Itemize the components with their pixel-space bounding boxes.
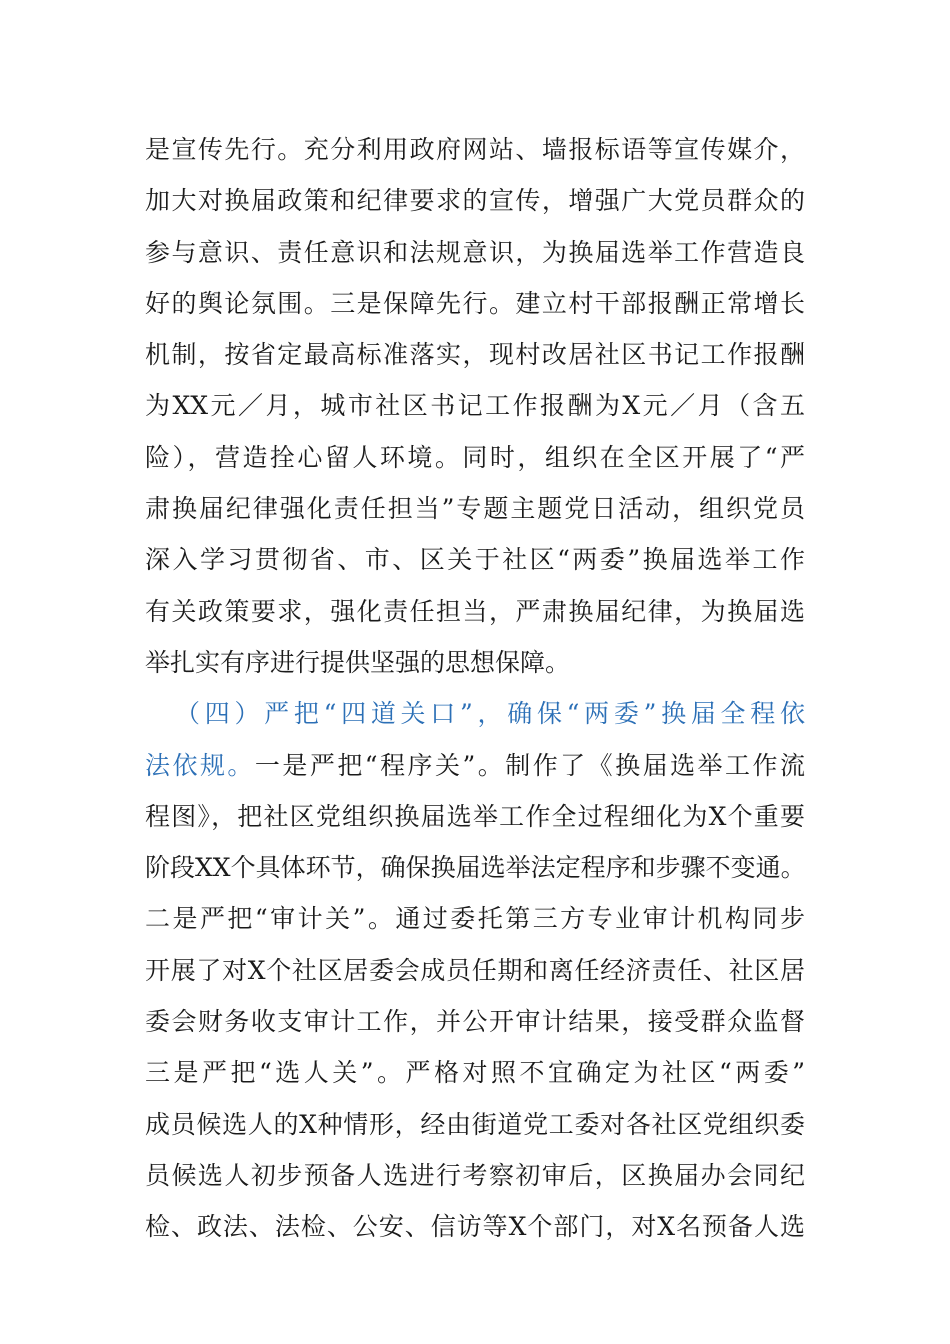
text-line: 委会财务收支审计工作，并公开审计结果，接受群众监督 xyxy=(145,1007,805,1037)
paragraph-last-line: 举扎实有序进行提供坚强的思想保障。 xyxy=(145,647,571,677)
text-line: 为XX元／月，城市社区书记工作报酬为X元／月（含五 xyxy=(145,391,805,421)
text-line: 二是严把“审计关”。通过委托第三方专业审计机构同步 xyxy=(145,904,805,934)
text-line: 加大对换届政策和纪律要求的宣传，增强广大党员群众的 xyxy=(145,186,805,216)
text-line: 程图》，把社区党组织换届选举工作全过程细化为X个重要 xyxy=(145,801,805,831)
document-body xyxy=(145,124,845,1253)
text-line: 险），营造拴心留人环境。同时，组织在全区开展了“严 xyxy=(145,442,805,472)
text-line: 检、政法、法检、公安、信访等X个部门，对X名预备人选 xyxy=(145,1212,805,1242)
text-line: 成员候选人的X种情形，经由街道党工委对各社区党组织委 xyxy=(145,1109,805,1139)
text-line: 参与意识、责任意识和法规意识，为换届选举工作营造良 xyxy=(145,237,805,267)
text-line: 阶段XX个具体环节，确保换届选举法定程序和步骤不变通。 xyxy=(145,853,806,883)
text-line: 员候选人初步预备人选进行考察初审后，区换届办会同纪 xyxy=(145,1160,805,1190)
heading-continuation-line xyxy=(145,740,805,791)
section-heading: （四）严把“四道关口”，确保“两委”换届全程依 xyxy=(175,699,805,729)
text-line: 开展了对X个社区居委会成员任期和离任经济责任、社区居 xyxy=(145,955,805,985)
text-line: 三是严把“选人关”。严格对照不宜确定为社区“两委” xyxy=(145,1058,805,1088)
text-line: 有关政策要求，强化责任担当，严肃换届纪律，为换届选 xyxy=(145,596,805,626)
text-line-with-heading xyxy=(145,740,805,791)
text-line: 机制，按省定最高标准落实，现村改居社区书记工作报酬 xyxy=(145,340,805,370)
text-line: 好的舆论氛围。三是保障先行。建立村干部报酬正常增长 xyxy=(145,288,805,318)
text-line: 肃换届纪律强化责任担当”专题主题党日活动，组织党员 xyxy=(145,494,805,524)
body-text: 一是严把“程序关”。制作了《换届选举工作流 xyxy=(254,750,805,780)
heading-tail: 法依规。 xyxy=(145,750,255,780)
text-line: 是宣传先行。充分利用政府网站、墙报标语等宣传媒介， xyxy=(145,135,805,164)
text-line: 深入学习贯彻省、市、区关于社区“两委”换届选举工作 xyxy=(145,545,805,575)
